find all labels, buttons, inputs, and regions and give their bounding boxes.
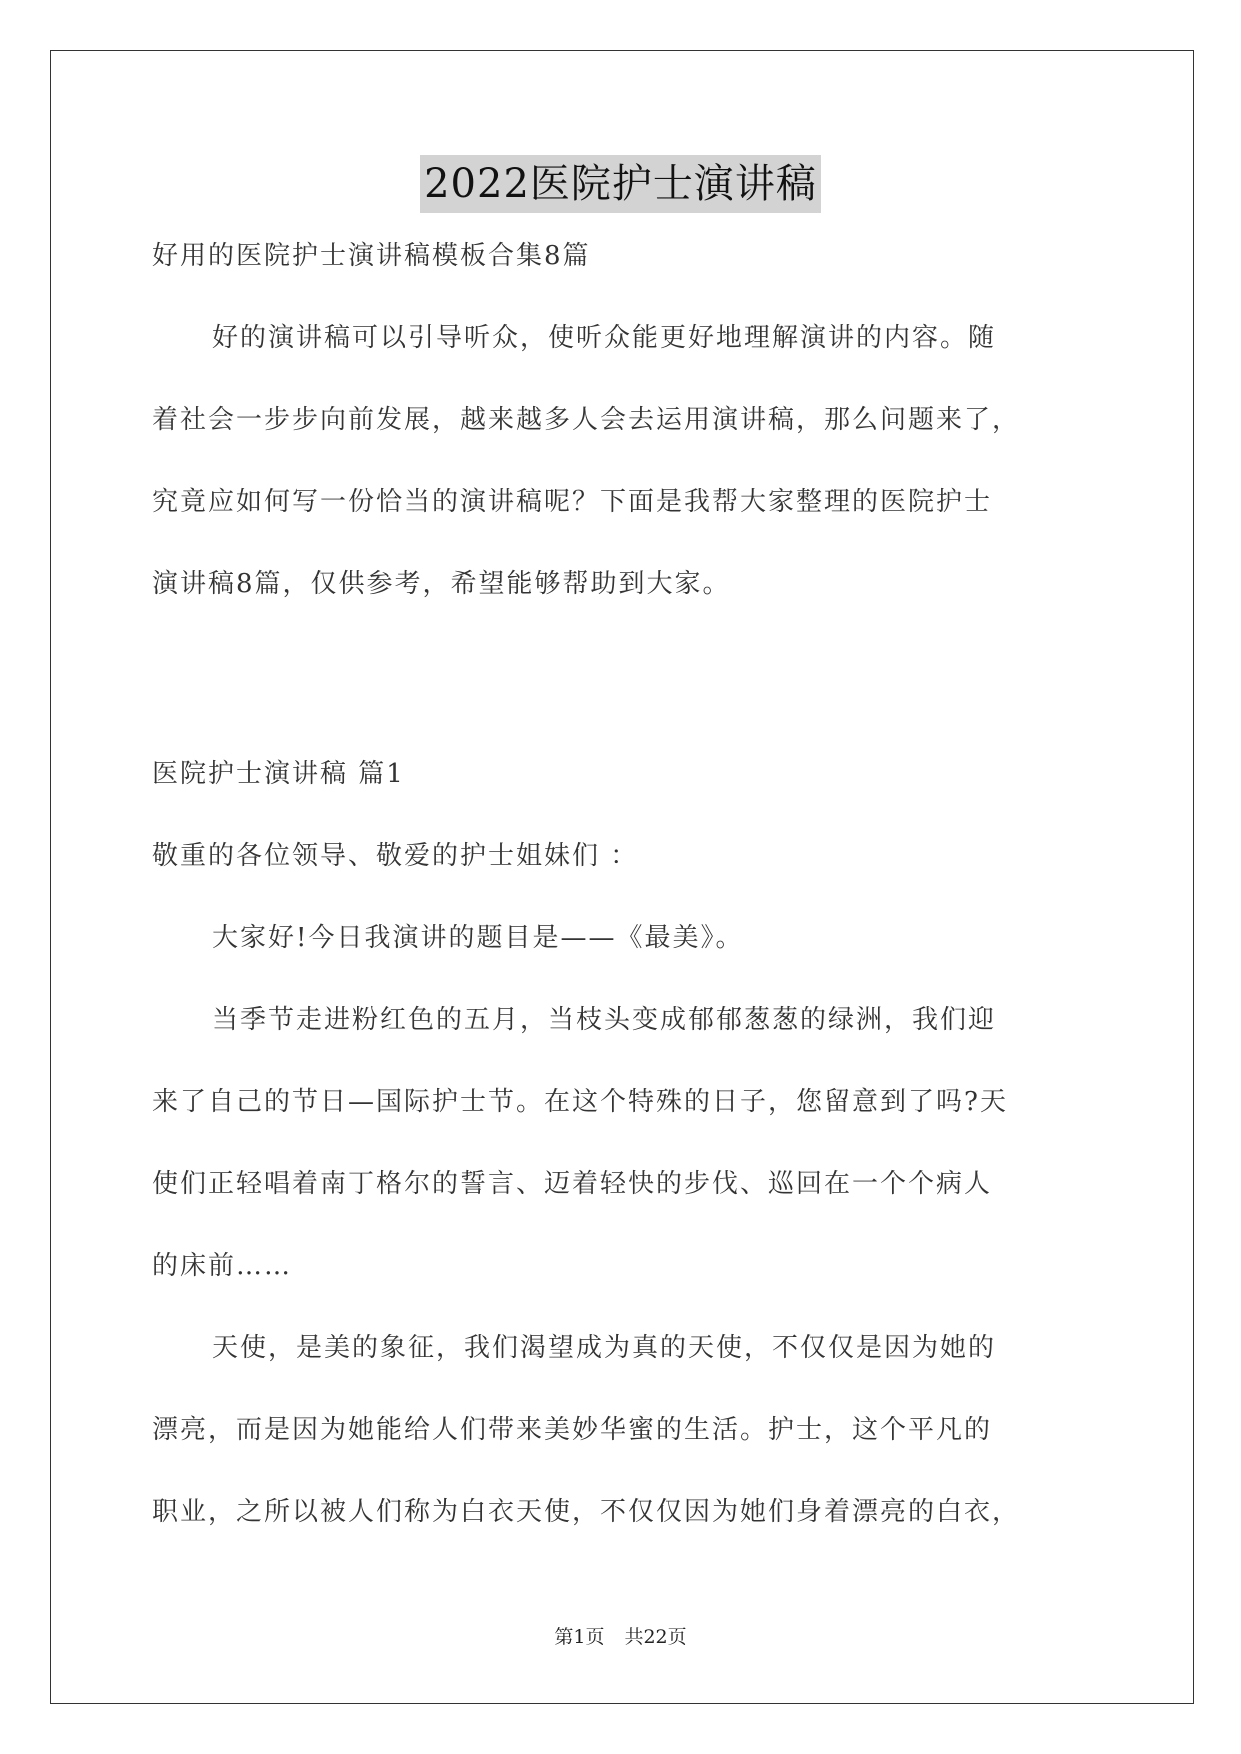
- greeting: 敬重的各位领导、敬爱的护士姐妹们 ：: [152, 841, 639, 871]
- document-subtitle: 好用的医院护士演讲稿模板合集8篇: [152, 241, 591, 271]
- paragraph-line: 大家好!今日我演讲的题目是——《最美》。: [212, 923, 744, 953]
- paragraph-line: 漂亮，而是因为她能给人们带来美妙华蜜的生活。护士，这个平凡的: [152, 1415, 993, 1445]
- section-heading: 医院护士演讲稿 篇1: [152, 759, 405, 789]
- document-title: 2022医院护士演讲稿: [420, 155, 821, 213]
- intro-line: 究竟应如何写一份恰当的演讲稿呢？下面是我帮大家整理的医院护士: [152, 487, 993, 517]
- intro-line: 好的演讲稿可以引导听众，使听众能更好地理解演讲的内容。随: [212, 323, 997, 353]
- paragraph-line: 天使，是美的象征，我们渴望成为真的天使，不仅仅是因为她的: [212, 1333, 997, 1363]
- document-body: [152, 215, 1102, 625]
- page-total: 共22页: [624, 1626, 687, 1648]
- paragraph-line: 职业，之所以被人们称为白衣天使，不仅仅因为她们身着漂亮的白衣，: [152, 1497, 1021, 1527]
- paragraph-line: 使们正轻唱着南丁格尔的誓言、迈着轻快的步伐、巡回在一个个病人: [152, 1169, 993, 1199]
- intro-line: 着社会一步步向前发展，越来越多人会去运用演讲稿，那么问题来了，: [152, 405, 1021, 435]
- title-container: [0, 155, 1241, 213]
- paragraph-line: 的床前……: [152, 1251, 293, 1281]
- intro-line: 演讲稿8篇，仅供参考，希望能够帮助到大家。: [152, 569, 731, 599]
- page-footer: [0, 1622, 1241, 1649]
- paragraph-line: 当季节走进粉红色的五月，当枝头变成郁郁葱葱的绿洲，我们迎: [212, 1005, 997, 1035]
- paragraph-line: 来了自己的节日—国际护士节。在这个特殊的日子，您留意到了吗?天: [152, 1087, 1008, 1117]
- section-1: [152, 733, 1102, 1553]
- page-number: 第1页: [554, 1626, 605, 1648]
